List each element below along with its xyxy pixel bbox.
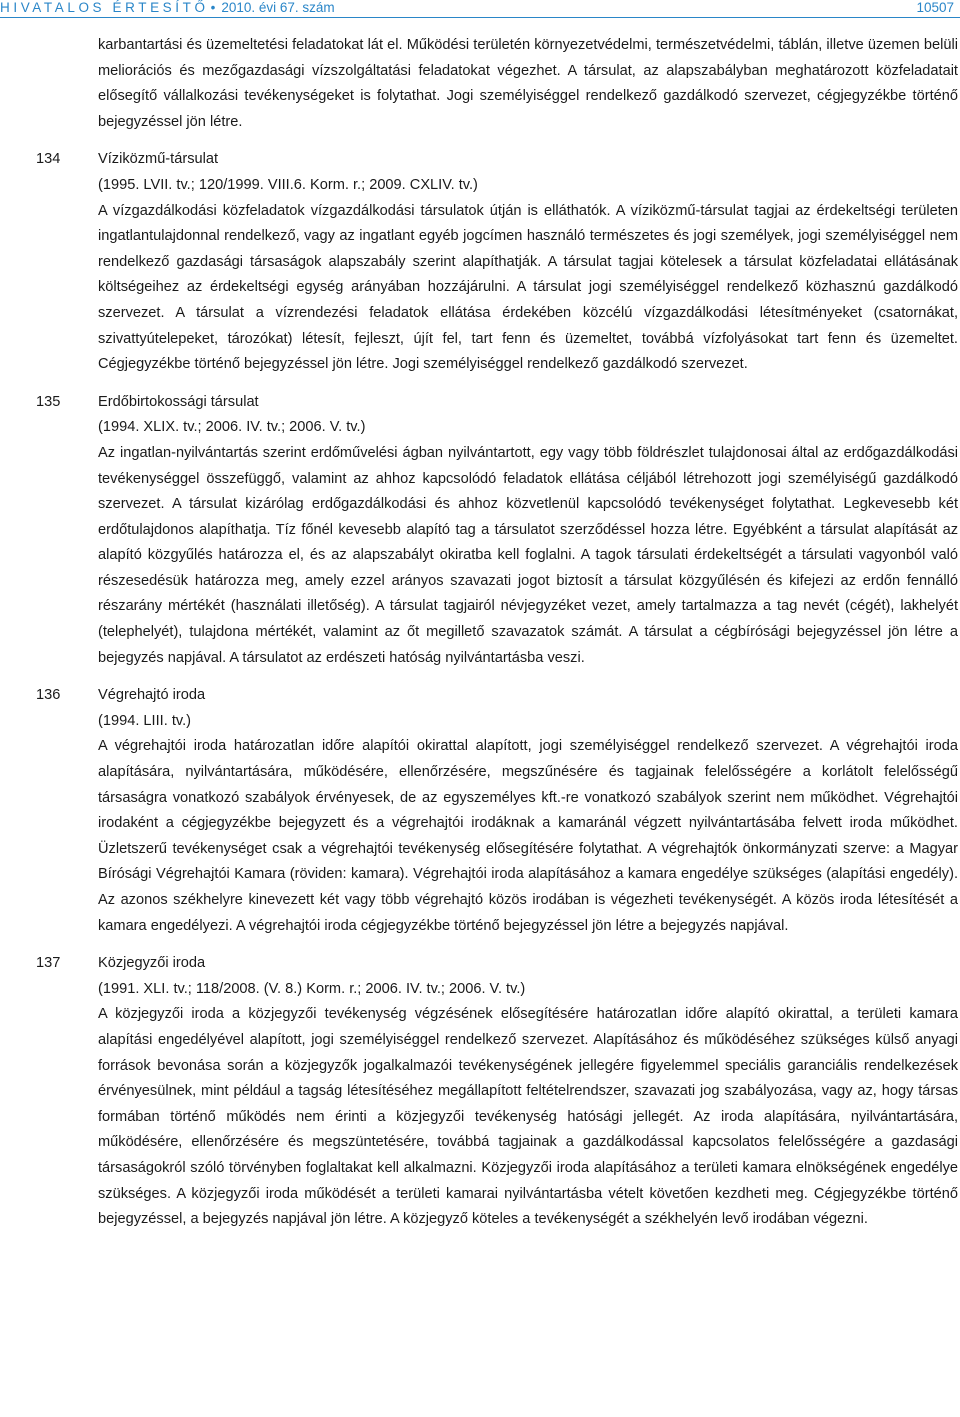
journal-title: HIVATALOS ÉRTESÍTŐ — [0, 0, 209, 15]
entry-legal-source: (1995. LVII. tv.; 120/1999. VIII.6. Korm. r.; 2009. CXLIV. tv.) — [98, 176, 478, 193]
issue-label: 2010. évi 67. szám — [221, 0, 335, 15]
entry-number: 135 — [36, 393, 61, 410]
entry-135 — [36, 390, 958, 672]
entry-number: 136 — [36, 687, 61, 704]
page-number: 10507 — [916, 0, 954, 15]
entry-text: Az ingatlan-nyilvántartás szerint erdőművelési ágban nyilvántartott, egy vagy több földrészlet tulajdonosai által az erdőgazdálkodási tevékenységgel összefüggő, valamint az ahhoz kapcsolódó feladatok ellátása céljából létrehozott jogi személyiségű gazdálkodó szervezet. A társulat kizárólag erdőgazdálkodási és ahhoz közvetlenül kapcsolódó tevékenységet folytathat. Legkevesebb két erdőtulajdonos alapíthatja. Tíz főnél kevesebb alapító tag a társulatot szerződéssel hozza létre. Egyébként a társulat alapítását az alapító közgyűlés határozza el, és az alapszabályt okiratba kell foglalni. A tagok társulati érdekeltségét a társulati vagyonból való részesedésük határozza meg, amely ezzel arányos szavazati jogot biztosít a társulat közgyűlésén és kifejezi az erdőn fennálló részarány mértékét (használati illetőség). A társulat tagjairól névjegyzéket vezet, amely tartalmazza a tag nevét (cégét), lakhelyét (telephelyét), tulajdona mértékét, valamint az őt megillető szavazatok számát. A társulat a cégbírósági bejegyzéssel jön létre a bejegyzés napjával. A társulatot az erdészeti hatóság nyilvántartásba veszi. — [98, 444, 958, 666]
entry-legal-source: (1991. XLI. tv.; 118/2008. (V. 8.) Korm. r.; 2006. IV. tv.; 2006. V. tv.) — [98, 980, 526, 997]
header-divider — [0, 17, 960, 18]
journal-masthead — [0, 0, 335, 15]
entry-title: Közjegyzői iroda — [98, 955, 206, 972]
page-header — [0, 0, 960, 18]
masthead-separator: • — [210, 0, 216, 15]
entry-137 — [36, 951, 958, 1233]
entry-text: A végrehajtói iroda határozatlan időre alapítói okirattal alapított, jogi személyiséggel rendelkező szervezet. A végrehajtói iroda alapítására, nyilvántartására, működésére, ellenőrzésére, megszűnésére és tagjainak felelősségére a korlátolt felelősségű társaságra vonatkozó szabályok érvényesek, de az egyszemélyes kft.-re vonatkozó szabályok szerint nem működhet. Végrehajtói irodaként a cégjegyzékbe bejegyzett és a végrehajtói irodáknak a kamaránál végzett nyilvántartásába felvett iroda működhet. Üzletszerű tevékenységet csak a végrehajtói tevékenység elősegítésére folytathat. A végrehajtók önkormányzati szerve: a Magyar Bírósági Végrehajtói Kamara (röviden: kamara). Végrehajtói iroda alapításához a kamara engedélye szükséges (alapítási engedély). Az azonos székhelyre kinevezett két vagy több végrehajtó közös irodában is végezheti tevékenységét. A közös iroda létesítését a kamara engedélyezi. A végrehajtói iroda cégjegyzékbe történő bejegyzéssel jön létre a bejegyzés napjával. — [98, 738, 958, 934]
document-body — [36, 33, 958, 1233]
intro-paragraph: karbantartási és üzemeltetési feladatokat lát el. Működési területén környezetvédelmi, természetvédelmi, táblán, illetve üzemen belüli meliorációs és mezőgazdasági vízszolgáltatási feladatokat végezhet. A társulat, az alapszabályban meghatározott közfeladatait elősegítő vállalkozási tevékenységeket is folytathat. Jogi személyiséggel rendelkező gazdálkodó szervezet, cégjegyzékbe történő bejegyzéssel jön létre. — [98, 37, 958, 130]
entry-number: 137 — [36, 955, 61, 972]
entry-134 — [36, 147, 958, 377]
entry-number: 134 — [36, 151, 61, 168]
entry-title: Végrehajtó iroda — [98, 687, 206, 704]
entry-text: A közjegyzői iroda a közjegyzői tevékenység végzésének elősegítésére határozatlan időre alapító okirattal, a területi kamara alapítási engedélyével alapított, jogi személyiséggel rendelkező szervezet. Alapításához és működéséhez szükséges külső anyagi források bevonása során a közjegyzők jogalkalmazói tevékenységének jellegére figyelemmel speciális garanciális rendelkezések érvényesülnek, mint például a tagság létesítéséhez megállapított feltételrendszer, szavazati jog szabályozása, vagy az, hogy társas formában történő működés nem érinti a közjegyzői tevékenység hatósági jellegét. Az iroda alapítására, nyilvántartására, működésére, ellenőrzésére és megszüntetésére, továbbá tagjainak a gazdálkodással kapcsolatos felelősségére a gazdasági társaságokról szóló törvényben foglaltakat kell alkalmazni. Közjegyzői iroda alapításához a területi kamara elnökségének engedélye szükséges. A közjegyzői iroda működését a területi kamarai nyilvántartásba vételt követően kezdheti meg. Cégjegyzékbe történő bejegyzéssel, a bejegyzés napjával jön létre. A közjegyző köteles a tevékenységét a székhelyén levő irodában végezni. — [98, 1006, 958, 1228]
entry-title: Víziközmű-társulat — [98, 151, 219, 168]
entry-legal-source: (1994. XLIX. tv.; 2006. IV. tv.; 2006. V. tv.) — [98, 419, 366, 436]
entry-136 — [36, 683, 958, 939]
entry-legal-source: (1994. LIII. tv.) — [98, 712, 192, 729]
entry-text: A vízgazdálkodási közfeladatok vízgazdálkodási társulatok útján is elláthatók. A víziközmű-társulat tagjai az érdekeltségi területen ingatlantulajdonnal rendelkező, vagy az ingatlant egyéb jogcímen használó természetes és jogi személyek, jogi személyiséggel nem rendelkező gazdasági társaságok alapszabály szerint alapíthatják. A társulat tagjai kötelesek a társulat közfeladatai ellátásának költségeihez az érdekeltségi egység arányában hozzájárulni. A társulat jogi személyiséggel rendelkező közhasznú gazdálkodó szervezet. A társulat a vízrendezési feladatok ellátása érdekében közcélú vízgazdálkodási létesítményeket (csatornákat, szivattyútelepeket, tározókat) létesít, fejleszt, újít fel, tart fenn és üzemeltet, továbbá vízfolyásokat tart fenn és üzemeltet. Cégjegyzékbe történő bejegyzéssel jön létre. Jogi személyiséggel rendelkező gazdálkodó szervezet. — [98, 202, 958, 373]
entry-title: Erdőbirtokossági társulat — [98, 393, 259, 410]
